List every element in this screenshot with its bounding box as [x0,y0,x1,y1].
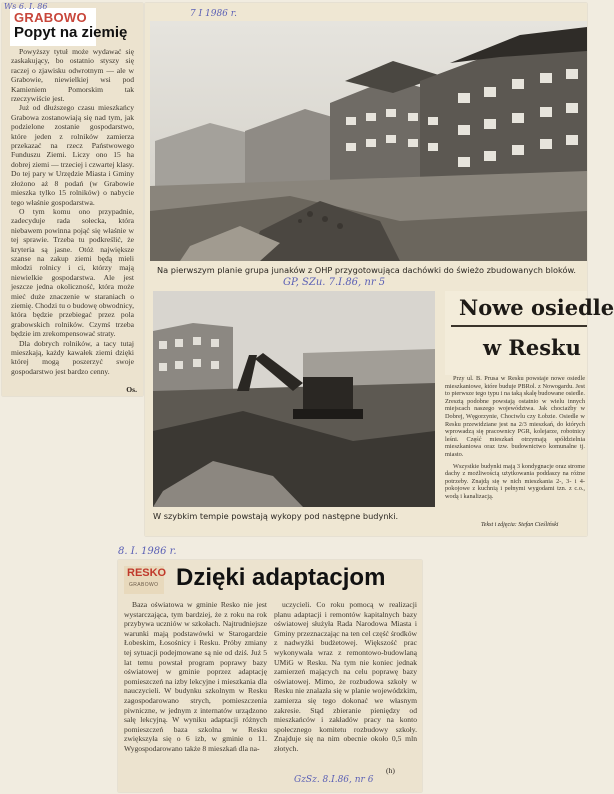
article-body [11,47,134,376]
photo2-caption: W szybkim tempie powstają wykopy pod następne budynki. [153,511,399,521]
photo1-caption: Na pierwszym planie grupa junaków z OHP przygotowująca dachówki do świeżo zbudowanych bloków. [157,265,577,275]
photo-excavation [153,291,435,507]
logo-word: RESKO [127,567,167,579]
clipping-grabowo [2,3,143,396]
handwritten-date: 7 I 1986 r. [190,9,237,19]
headline-rule [451,325,587,327]
article-title: Dzięki adaptacjom [176,564,386,591]
clipping-adaptations [118,560,422,792]
column-text: uczycieli. Co roku pomocą w realizacji planu adaptacji i remontów kapitalnych bazy oświatowej służyła Rada Narodowa Miasta i Gminy przeznaczając na ten cel część środków z nadwyżki budżetowej. Większość prac wykonywała wraz z remontowo-budowlaną UMiG w Resku. Na tym nie koniec jednak zamierzeń mających na celu poprawę bazy oświatowej. Mimo, że rozbudowa szkoły w Resku nie znalazła się w planie wojewódzkim, zamierza się tego dokonać we własnym zakresie. Stąd zbieranie pieniędzy od mieszkańców i zakładów pracy na konto społecznego komitetu rozbudowy szkoły. Znajduje się na nim obecnie około 0,5 mln złotych. [274,600,417,753]
paragraph: O tym komu ono przypadnie, zadecyduje rada sołecka, która niebawem powinna pojąć się właśnie w tej sprawie. Trzeba tu podkreślić, że kryteria są jasne. Otóż największe szanse na zakup ziemi będą mieli młodzi rolnicy i ci, którzy mają niewielkie gospodarstwa. Ale jest jeszcze jedna okoliczność, która może mieć duże znaczenie w staraniach o ziemię. Chodzi tu o budowę obwodnicy, która będzie przebiegać przez pola grabowskich rolników. Czymś trzeba będzie im zrekompensować straty. [11,206,134,339]
paragraph: Dla dobrych rolników, a tacy tutaj mieszkają, każdy kawałek ziemi dzięki której mogą poszerzyć swoje gospodarstwo jest bardzo cenny. [11,338,134,376]
article-title: Popyt na ziemię [14,24,128,41]
clipping-resko-estate [145,3,614,536]
handwritten-issue-top: Ws 6. I. 86 [4,2,48,11]
resko-logo [124,566,167,594]
column-2 [274,600,417,754]
author-signature: (h) [386,766,395,775]
handwritten-date: 8. I. 1986 r. [118,546,177,557]
location-label: GRABOWO [14,10,87,25]
handwritten-source: GP, SZu. 7.I.86, nr 5 [283,277,386,288]
paragraph: Powyższy tytuł może wydawać się zaskakujący, bo ostatnio styszy się raczej o zjawisku odwrotnym — ale w Grabowie, niewielkiej wsi pod Kamieniem Pomorskim tak rzeczywiście jest. [11,47,134,104]
headline-line2: w Resku [483,335,581,360]
column-1 [124,600,267,754]
author-signature: Os. [126,385,137,394]
photo-apartment-blocks [150,21,587,261]
photo-blocks-image [150,21,587,261]
handwritten-source: GzSz. 8.I.86, nr 6 [294,775,374,785]
headline-line1: Nowe osiedle [459,295,614,320]
article-paragraph: Wszystkie budynki mają 3 kondygnacje oraz strome dachy z możliwością użytkowania poddaszy na różne potrzeby. Znajdą się w nich mieszkania 2-, 3- i 4-pokojowe z kuchnią i pełnymi wygodami tzn. z c.o., wodą i kanalizacją. [445,462,585,500]
photo-credit: Tekst i zdjęcia: Stefan Cieśliński [481,522,559,528]
article-body [445,375,585,501]
article-paragraph: Przy ul. B. Prusa w Resku powstaje nowe osiedle mieszkaniowe, które buduje PBRol. z Nowogardu. Jest to pierwsze tego typu i na taką skalę budowane osiedle. Zresztą podobne powstają ostatnio w wielu innych miejscach naszego województwa. Jak chociażby w Dobrej, Węgorzynie, Chociwlu czy Łobzie. Osiedle w Resku przewidziane jest na 2/3 mieszkań, do których wprowadzą się pracownicy PGR, kolejarze, robotnicy leśni. Część mieszkań otrzymają spółdzielnia mieszkaniowa oraz tzw. budownictwo komunalne tj. miasto. [445,375,585,458]
logo-sub: GRABOWO [129,582,159,588]
photo-excavation-image [153,291,435,507]
column-text: Baza oświatowa w gminie Resko nie jest wystarczająca, tym bardziej, że z roku na rok przybywa uczniów w szkołach. Najtrudniejsze warunki mają podstawówki w Starogardzie Łobeskim, Łosośnicy i Resku. Próby zmiany tej sytuacji podejmowane są nie od dziś. Już 5 lat temu powstał program poprawy bazy oświatowej w gminie poprzez adaptację pomieszczeń na izby lekcyjne i mieszkania dla nauczycieli. W budynku szkolnym w Resku zagospodarowano strych, pomieszczenia piwniczne, w jednym z internatów urządzono salę lekcyjną. W wyniku adaptacji różnych pomieszczeń baza szkolna w Resku zwiększyła się o 6 izb, w gminie o 11. Wygospodarowano także 8 mieszkań dla na- [124,600,267,753]
headline-box [445,291,614,375]
paragraph: Już od dłuższego czasu mieszkańcy Grabowa zostanowiają się nad tym, jak podzielone zostanie gospodarstwo, które jeden z rolników zamierza przekazać na rzecz Państwowego Funduszu Ziemi. Liczy ono 15 ha dobrej ziemi — trzeciej i czwartej klasy. Do tej pary w Urzędzie Miasta i Gminy złożono aż 8 podań (w Grabowie mieszka tylko 15 rolników) o nabycie tego właśnie gospodarstwa. [11,103,134,207]
